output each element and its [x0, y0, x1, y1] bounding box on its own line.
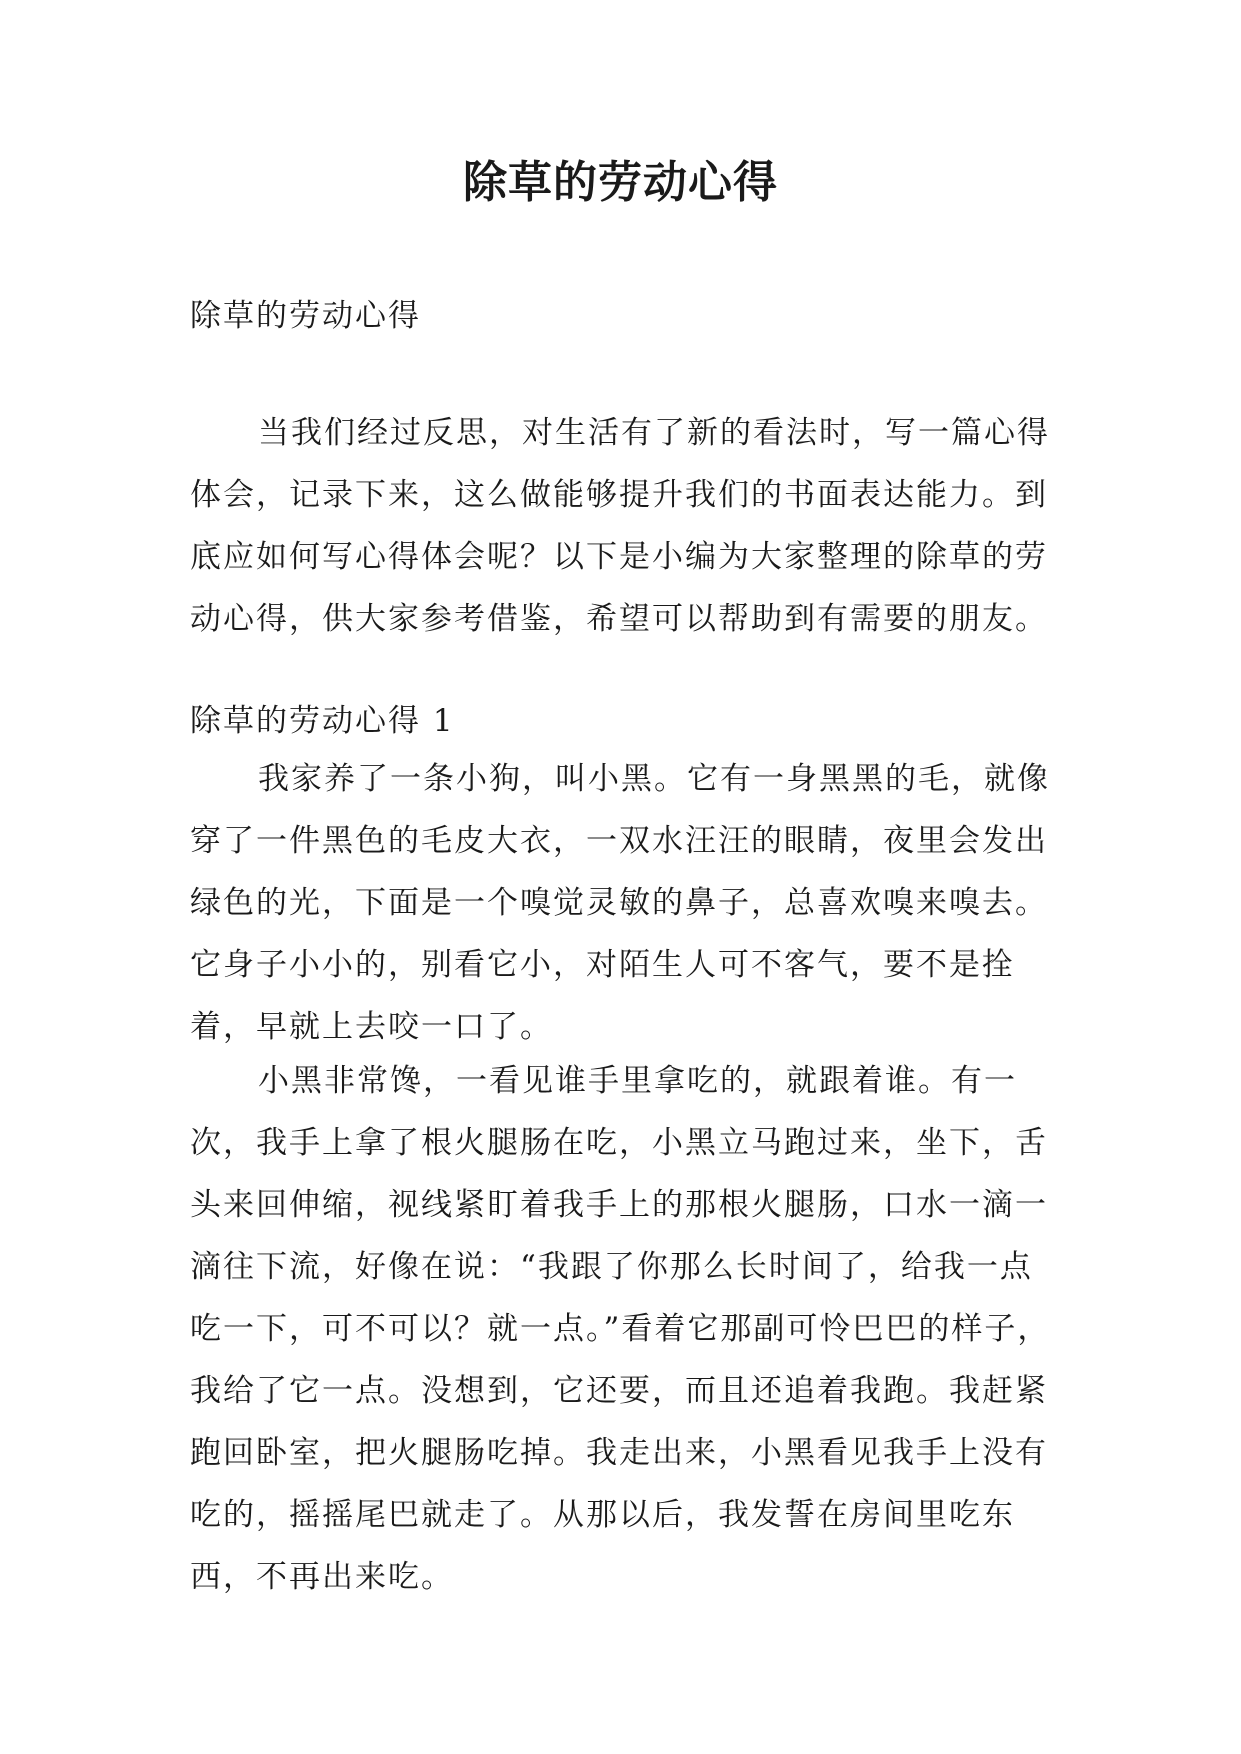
- section-title: 除草的劳动心得 1: [190, 703, 455, 739]
- document-title: 除草的劳动心得: [463, 157, 778, 208]
- intro-paragraph: 当我们经过反思，对生活有了新的看法时，写一篇心得体会，记录下来，这么做能够提升我们的书面表达能力。到底应如何写心得体会呢？以下是小编为大家整理的除草的劳动心得，供大家参考借鉴，希望可以帮助到有需要的朋友。: [190, 415, 1050, 637]
- body-paragraph: 我家养了一条小狗，叫小黑。它有一身黑黑的毛，就像穿了一件黑色的毛皮大衣，一双水汪汪的眼睛，夜里会发出绿色的光，下面是一个嗅觉灵敏的鼻子，总喜欢嗅来嗅去。它身子小小的，别看它小，对陌生人可不客气，要不是拴着，早就上去咬一口了。: [190, 761, 1050, 1045]
- body-paragraph: 小黑非常馋，一看见谁手里拿吃的，就跟着谁。有一次，我手上拿了根火腿肠在吃，小黑立马跑过来，坐下，舌头来回伸缩，视线紧盯着我手上的那根火腿肠，口水一滴一滴往下流，好像在说：“我跟了你那么长时间了，给我一点吃一下，可不可以？就一点。”看着它那副可怜巴巴的样子，我给了它一点。没想到，它还要，而且还追着我跑。我赶紧跑回卧室，把火腿肠吃掉。我走出来，小黑看见我手上没有吃的，摇摇尾巴就走了。从那以后，我发誓在房间里吃东西，不再出来吃。: [190, 1063, 1051, 1595]
- document-subheading: 除草的劳动心得: [190, 298, 421, 334]
